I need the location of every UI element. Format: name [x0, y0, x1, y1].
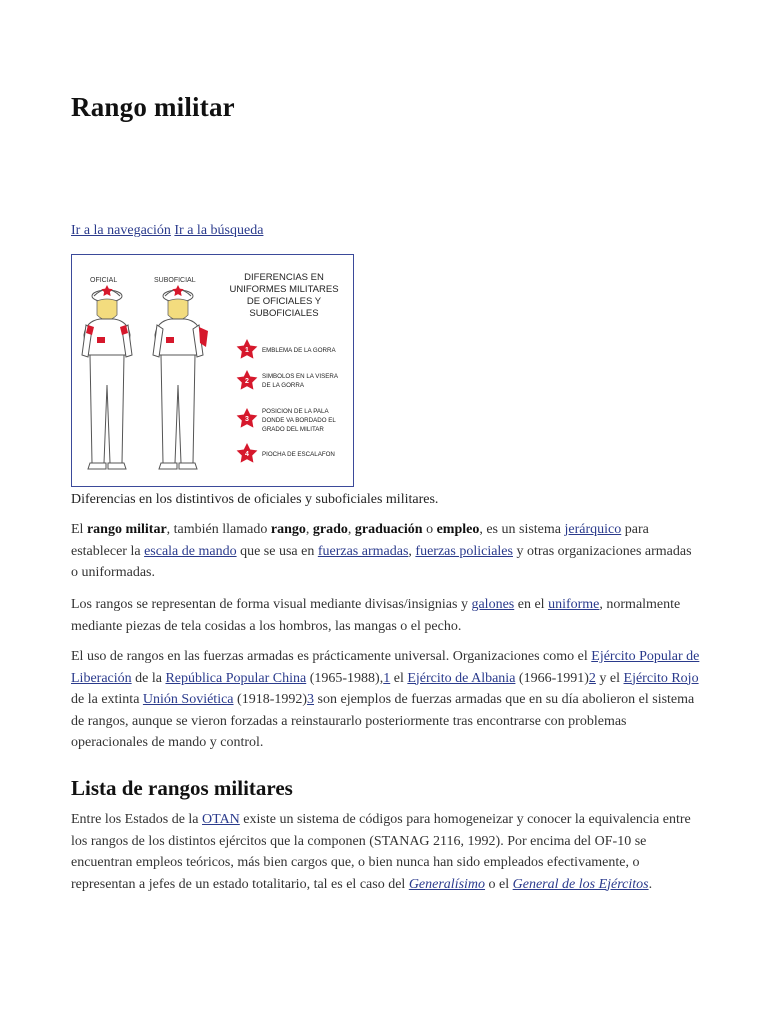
link-fuerzas-policiales[interactable]: fuerzas policiales [415, 543, 513, 559]
link-otan[interactable]: OTAN [202, 812, 240, 827]
svg-text:4: 4 [245, 451, 249, 458]
legend-item [237, 370, 339, 390]
link-general-de-los-ejercitos[interactable]: General de los Ejércitos [512, 876, 649, 892]
svg-text:SUBOFICIALES: SUBOFICIALES [249, 308, 319, 319]
page-title: Rango militar [71, 92, 235, 122]
legend-item [237, 408, 337, 433]
paragraph-usage: El uso de rangos en las fuerzas armadas es prácticamente universal. Organizaciones como el Ejército Popular de Liberación de la República Popular China (1965-1988),1 el Ejército de Albania (1966-1991)2 y el Ejército Rojo de la extinta Unión Soviética (1918-1992)3 son ejemplos de fuerzas armadas que en su día abolieron el sistema de rangos, aunque se vieron forzadas a reinstaurarlo posteriormente tras encontrarse con problemas operacionales de mando y control. [71, 649, 700, 750]
svg-text:EMBLEMA DE LA GORRA: EMBLEMA DE LA GORRA [262, 347, 336, 354]
link-escala-de-mando[interactable]: escala de mando [144, 543, 237, 559]
svg-text:3: 3 [245, 416, 249, 423]
link-jerarquico[interactable]: jerárquico [564, 522, 622, 537]
skip-to-navigation-link[interactable]: Ir a la navegación [71, 223, 171, 238]
svg-text:DE LA GORRA: DE LA GORRA [262, 382, 304, 389]
svg-text:DE OFICIALES Y: DE OFICIALES Y [246, 296, 322, 307]
officer-figure [82, 285, 132, 469]
subofficer-figure [153, 285, 208, 469]
officer-label: OFICIAL [90, 277, 118, 284]
link-generalisimo[interactable]: Generalísimo [408, 876, 486, 892]
link-ejercito-rojo[interactable]: Ejército Rojo [623, 670, 699, 686]
skip-links [71, 223, 263, 239]
paragraph-intro: El rango militar, también llamado rango, grado, graduación o empleo, es un sistema jerárquico para establecer la escala de mando que se usa en fuerzas armadas, fuerzas policiales y otras organizaciones armadas o uniformadas. [71, 522, 692, 580]
link-uniforme[interactable]: uniforme [548, 597, 600, 612]
svg-text:DONDE VA BORDADO EL: DONDE VA BORDADO EL [262, 417, 336, 424]
uniform-illustration [72, 255, 353, 486]
svg-text:SIMBOLOS EN LA VISERA: SIMBOLOS EN LA VISERA [262, 373, 338, 380]
svg-text:1: 1 [245, 347, 249, 354]
legend-item [237, 443, 335, 463]
link-fuerzas-armadas[interactable]: fuerzas armadas [317, 543, 409, 559]
svg-text:2: 2 [245, 378, 249, 385]
link-ejercito-de-albania[interactable]: Ejército de Albania [407, 670, 516, 686]
paragraph-insignias: Los rangos se representan de forma visual mediante divisas/insignias y galones en el uniforme, normalmente mediante piezas de tela cosidas a los hombros, las mangas o el pecho. [71, 597, 681, 634]
legend-item [237, 339, 337, 359]
subofficer-label: SUBOFICIAL [154, 277, 196, 284]
svg-text:DIFERENCIAS EN: DIFERENCIAS EN [244, 272, 324, 283]
figure-caption: Diferencias en los distintivos de oficiales y suboficiales militares. [71, 492, 439, 507]
svg-text:PIOCHA DE ESCALAFON: PIOCHA DE ESCALAFON [262, 451, 335, 458]
link-republica-popular-china[interactable]: República Popular China [165, 670, 307, 686]
reference-link[interactable]: 3 [307, 692, 315, 707]
figure-heading [229, 272, 338, 319]
reference-link[interactable]: 1 [383, 670, 391, 686]
link-union-sovietica[interactable]: Unión Soviética [142, 692, 234, 707]
reference-link[interactable]: 2 [588, 670, 596, 686]
uniform-figure[interactable] [71, 254, 354, 487]
paragraph-otan: Entre los Estados de la OTAN existe un sistema de códigos para homogeneizar y conocer la equivalencia entre los rangos de los distintos ejércitos que la componen (STANAG 2116, 1992). Por encima del OF-10 se encuentran empleos teóricos, más bien cargos que, o bien nunca han sido empleados efectivamente, o representan a jefes de un estado totalitario, tal es el caso del Generalísimo o el General de los Ejércitos. [71, 812, 691, 892]
figure-legend [237, 339, 339, 463]
svg-text:GRADO DEL MILITAR: GRADO DEL MILITAR [262, 426, 324, 433]
section-heading: Lista de rangos militares [71, 776, 293, 800]
skip-to-search-link[interactable]: Ir a la búsqueda [174, 223, 264, 238]
svg-text:POSICION DE LA PALA: POSICION DE LA PALA [262, 408, 329, 415]
link-ejercito-popular-de-liberacion[interactable]: Ejército Popular de Liberación [71, 649, 700, 686]
svg-text:UNIFORMES MILITARES: UNIFORMES MILITARES [229, 284, 339, 295]
link-galones[interactable]: galones [471, 597, 515, 612]
